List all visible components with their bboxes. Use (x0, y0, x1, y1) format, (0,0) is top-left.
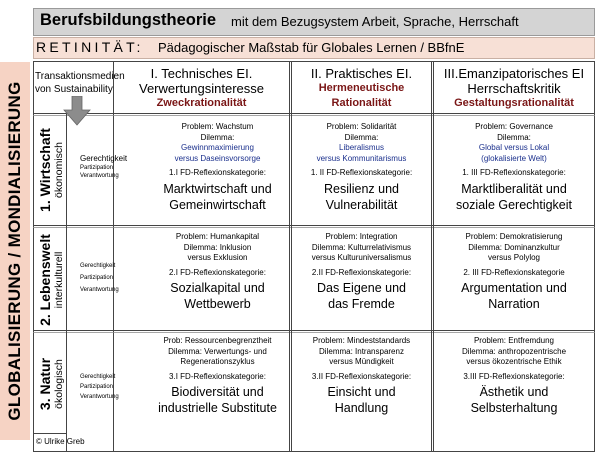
cell-dilemma: Dilemma: (200, 132, 235, 142)
cell-category-term-1: Das Eigene und (317, 281, 406, 295)
cell-dilemma-b: versus ökozentrische Ethik (466, 357, 562, 366)
cell-problem: Problem: Governance (475, 122, 553, 131)
cell-category-term-1: Einsicht und (327, 385, 396, 399)
corner-line-2: von Sustainability (35, 83, 113, 95)
value-justice: Gerechtigkeit (80, 263, 116, 269)
cell-dilemma-b: versus Polylog (487, 253, 541, 262)
arrow-down-icon (63, 96, 91, 126)
cell-dilemma-a: Gewinnmaximierung (181, 143, 254, 152)
cell-dilemma: Dilemma: Verwertungs- und (168, 346, 267, 356)
cell-category-term-1: Marktwirtschaft und (163, 181, 272, 196)
value-participation: Partizipation (80, 275, 114, 281)
cell-category: 2.I FD-Reflexionskategorie: (169, 267, 266, 277)
cell-lifeworld-technical (146, 232, 289, 312)
cell-dilemma-b: versus Exklusion (187, 253, 248, 262)
copyright: © Ulrike Greb (36, 437, 85, 446)
cell-dilemma: Dilemma: (344, 132, 379, 142)
column-title: I. Technisches EI. (150, 66, 253, 81)
cell-dilemma: Dilemma: anthropozentrische (461, 346, 567, 356)
cell-dilemma: Dilemma: Dominanzkultur (468, 242, 560, 252)
cell-category-term-2: das Fremde (328, 297, 395, 311)
cell-category-term-2: Vulnerabilität (325, 197, 398, 212)
column-header-emancipatory (434, 66, 594, 111)
cell-dilemma-b: versus Mündigkeit (329, 357, 394, 366)
values-lifeworld (80, 262, 132, 294)
row-label-sub: interkulturell (53, 251, 65, 309)
cell-nature-technical (146, 336, 289, 416)
column-emphasis: Gestaltungsrationalität (454, 97, 574, 109)
cell-category: 3.III FD-Reflexionskategorie: (463, 371, 565, 381)
row-label-main: 3. Natur (37, 357, 53, 411)
cell-category: 2.II FD-Reflexionskategorie: (311, 267, 412, 277)
row-label-lifeworld (37, 234, 65, 326)
retinitaet-label: RETINITÄT: (36, 39, 144, 55)
cell-category-term-2: Selbsterhaltung (470, 401, 558, 415)
column-subtitle: Herrschaftskritik (467, 81, 561, 96)
cell-category: 2. III FD-Reflexionskategorie (463, 267, 565, 277)
globalization-label: GLOBALISIERUNG / MONDIALISIERUNG (5, 81, 24, 421)
cell-problem: Problem: Integration (325, 232, 398, 241)
cell-lifeworld-practical (292, 232, 431, 312)
cell-dilemma: Dilemma: (497, 132, 531, 142)
cell-problem: Problem: Mindeststandards (312, 336, 411, 345)
column-emphasis: Zweckrationalität (156, 97, 247, 109)
cell-category-term-2: Gemeinwirtschaft (169, 197, 266, 212)
cell-dilemma: Dilemma: Intransparenz (319, 346, 404, 356)
cell-problem: Problem: Demokratisierung (465, 232, 563, 241)
page-title: Berufsbildungstheorie (40, 11, 217, 29)
value-justice: Gerechtigkeit (80, 374, 116, 380)
cell-problem: Problem: Wachstum (181, 122, 254, 131)
cell-problem: Problem: Humankapital (175, 232, 260, 241)
cell-category: 1.I FD-Reflexionskategorie: (169, 168, 266, 177)
page-subtitle: mit dem Bezugsystem Arbeit, Sprache, Herrschaft (231, 14, 519, 29)
cell-category-term-1: Marktliberalität und (461, 181, 567, 196)
cell-dilemma-b: versus Kulturuniversalismus (311, 253, 412, 262)
column-subtitle: Verwertungsinteresse (138, 81, 264, 96)
cell-category-term-2: industrielle Substitute (158, 401, 277, 415)
cell-dilemma-a: Liberalismus (339, 143, 384, 152)
row-label-sub: ökonomisch (53, 141, 65, 199)
value-responsibility: Verantwortung (80, 394, 119, 400)
cell-dilemma-b: versus Daseinsvorsorge (174, 153, 261, 163)
cell-category: 1. III FD-Reflexionskategorie: (462, 168, 566, 177)
cell-category-term-2: Narration (488, 297, 540, 311)
retinitaet-text: Pädagogischer Maßstab für Globales Lernen / BBfnE (158, 40, 465, 55)
cell-nature-practical (292, 336, 431, 416)
cell-category-term-1: Argumentation und (461, 281, 567, 295)
cell-nature-emancipatory (434, 336, 594, 416)
cell-economy-practical (292, 122, 431, 213)
values-economy (80, 153, 132, 180)
column-emphasis: Rationalität (331, 97, 392, 109)
column-header-technical (114, 66, 289, 111)
values-nature (80, 373, 132, 401)
value-responsibility: Verantwortung (80, 173, 119, 179)
corner-line-1: Transaktionsmedien (35, 71, 125, 82)
cell-category-term-2: Handlung (334, 401, 389, 415)
column-title: III.Emanzipatorisches EI (443, 66, 585, 81)
row-label-main: 1. Wirtschaft (37, 128, 53, 212)
cell-problem: Problem: Solidarität (326, 122, 397, 131)
cell-category-term-2: Wettbewerb (184, 297, 251, 311)
row-label-sub: ökologisch (53, 359, 65, 409)
cell-category: 3.I FD-Reflexionskategorie: (169, 371, 266, 381)
cell-category-term-1: Biodiversität und (171, 385, 264, 399)
cell-problem: Prob: Ressourcenbegrenztheit (163, 336, 272, 345)
column-header-practical (292, 66, 431, 111)
cell-category-term-1: Resilienz und (323, 181, 400, 196)
cell-category: 3.II FD-Reflexionskategorie: (311, 371, 412, 381)
value-responsibility: Verantwortung (80, 287, 119, 293)
row-label-main: 2. Lebenswelt (37, 234, 53, 326)
cell-dilemma-b: (glokalisierte Welt) (481, 153, 547, 163)
cell-dilemma: Dilemma: Inklusion (183, 242, 252, 252)
column-title: II. Praktisches EI. (310, 66, 413, 81)
cell-category-term-1: Ästhetik und (479, 385, 549, 399)
cell-category-term-2: soziale Gerechtigkeit (455, 197, 573, 212)
row-label-economy (37, 128, 65, 212)
cell-economy-emancipatory (434, 122, 594, 213)
cell-category-term-1: Sozialkapital und (170, 281, 265, 295)
cell-category: 1. II FD-Reflexionskategorie: (310, 168, 413, 177)
value-justice: Gerechtigkeit (80, 154, 128, 163)
cell-economy-technical (146, 122, 289, 213)
cell-dilemma-b: versus Kommunitarismus (316, 153, 407, 163)
cell-dilemma: Dilemma: Kulturrelativismus (311, 242, 412, 252)
value-participation: Partizipation (80, 165, 114, 171)
cell-problem: Problem: Entfremdung (473, 336, 555, 345)
cell-lifeworld-emancipatory (434, 232, 594, 312)
value-participation: Partizipation (80, 384, 114, 390)
cell-dilemma-a: Global versus Lokal (478, 143, 550, 152)
column-subtitle: Hermeneutische (318, 82, 405, 94)
row-label-nature (37, 358, 65, 410)
cell-dilemma-b: Regenerationszyklus (180, 357, 255, 366)
